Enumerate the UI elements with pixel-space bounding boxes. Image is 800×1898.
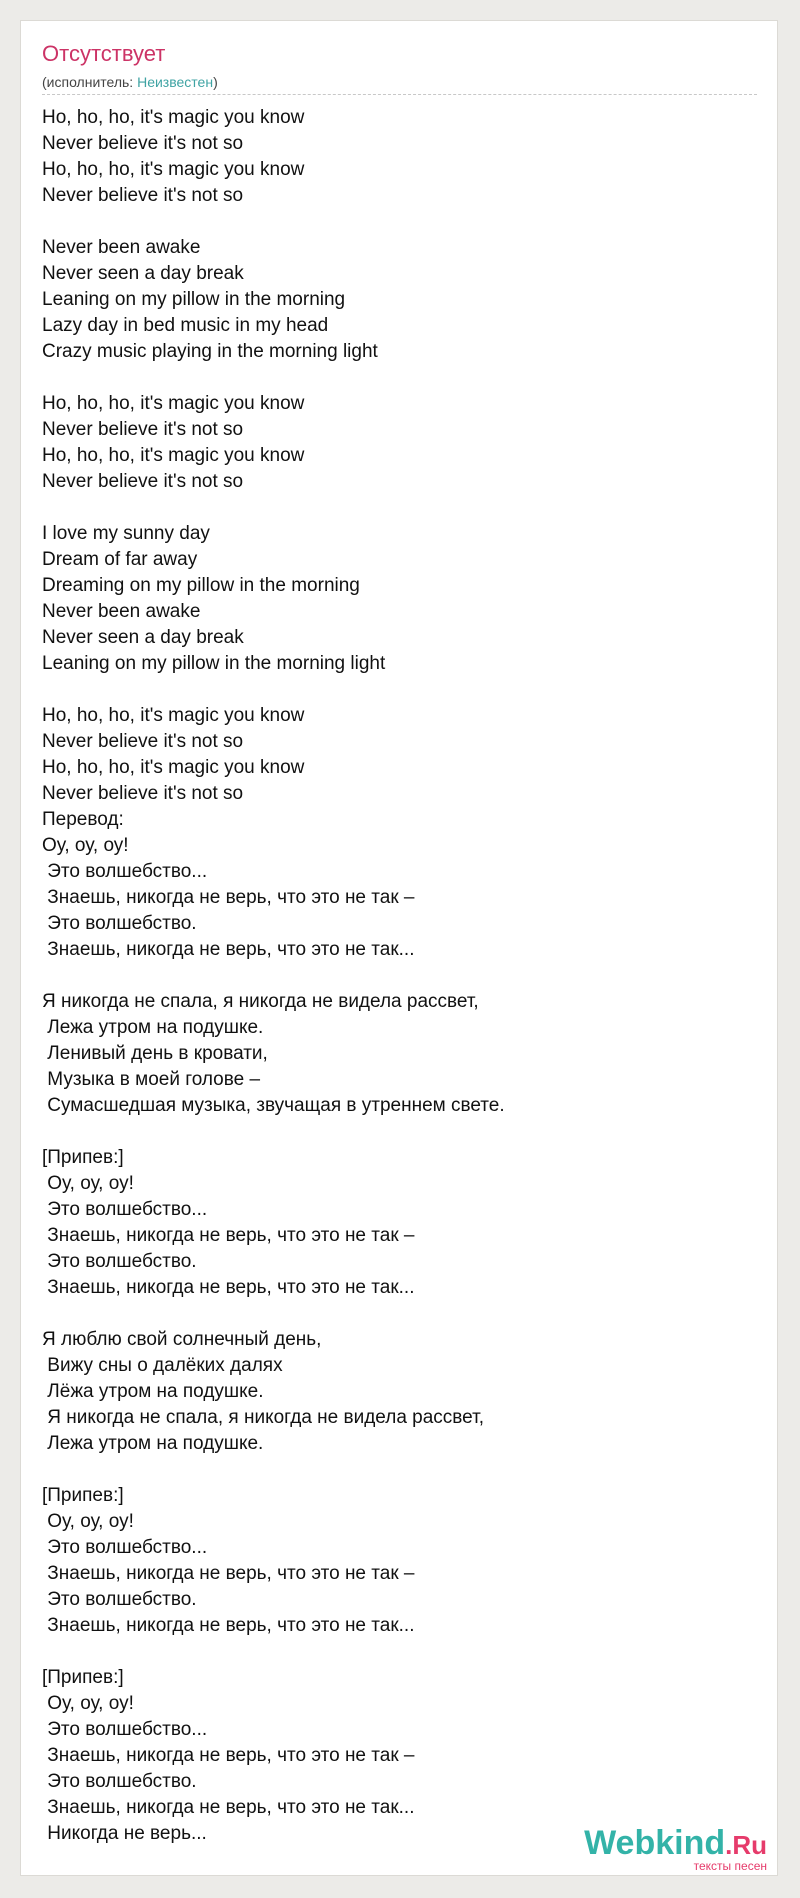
divider: [42, 94, 757, 95]
lyric-line: [42, 209, 742, 235]
lyric-line: Ленивый день в кровати,: [42, 1043, 268, 1064]
lyric-line: Never believe it's not so: [42, 471, 244, 492]
lyric-line: Оу, оу, оу!: [42, 835, 129, 856]
lyric-line: Never believe it's not so: [42, 133, 244, 154]
artist-suffix: ): [213, 74, 218, 90]
lyric-line: [42, 1301, 742, 1327]
lyric-line: Никогда не верь...: [42, 1823, 207, 1844]
lyric-line: Dreaming on my pillow in the morning: [42, 575, 360, 596]
lyrics-card: [20, 20, 778, 1876]
lyric-line: Знаешь, никогда не верь, что это не так –: [42, 1225, 415, 1246]
lyric-line: Never believe it's not so: [42, 731, 244, 752]
lyric-line: Crazy music playing in the morning light: [42, 341, 378, 362]
lyric-line: Знаешь, никогда не верь, что это не так –: [42, 887, 415, 908]
webkind-logo[interactable]: [584, 1824, 767, 1863]
lyric-line: Never believe it's not so: [42, 419, 244, 440]
song-title: Отсутствует: [42, 41, 166, 66]
lyric-line: [42, 365, 742, 391]
lyric-line: Ho, ho, ho, it's magic you know: [42, 757, 305, 778]
lyric-line: Never seen a day break: [42, 627, 244, 648]
lyric-line: Знаешь, никогда не верь, что это не так –: [42, 1745, 415, 1766]
lyric-line: [42, 1639, 742, 1665]
lyric-line: Знаешь, никогда не верь, что это не так –: [42, 1563, 415, 1584]
lyric-line: [42, 1457, 742, 1483]
artist-line: [42, 74, 218, 90]
lyric-line: Знаешь, никогда не верь, что это не так...: [42, 939, 415, 960]
lyric-line: [42, 1119, 742, 1145]
lyric-line: Музыка в моей голове –: [42, 1069, 261, 1090]
lyric-line: Lazy day in bed music in my head: [42, 315, 329, 336]
lyric-line: Dream of far away: [42, 549, 198, 570]
lyric-line: Оу, оу, оу!: [42, 1173, 134, 1194]
lyric-line: Сумасшедшая музыка, звучащая в утреннем свете.: [42, 1095, 505, 1116]
lyric-line: Это волшебство.: [42, 1589, 197, 1610]
lyric-line: Я люблю свой солнечный день,: [42, 1329, 322, 1350]
lyric-line: Знаешь, никогда не верь, что это не так...: [42, 1797, 415, 1818]
lyric-line: Leaning on my pillow in the morning light: [42, 653, 386, 674]
lyric-line: Это волшебство.: [42, 1771, 197, 1792]
lyric-line: Лёжа утром на подушке.: [42, 1381, 264, 1402]
lyric-line: Это волшебство.: [42, 1251, 197, 1272]
lyric-line: Оу, оу, оу!: [42, 1511, 134, 1532]
lyric-line: Знаешь, никогда не верь, что это не так...: [42, 1615, 415, 1636]
lyric-line: Я никогда не спала, я никогда не видела рассвет,: [42, 1407, 484, 1428]
lyric-line: Ho, ho, ho, it's magic you know: [42, 159, 305, 180]
lyric-line: [Припев:]: [42, 1485, 124, 1506]
lyric-line: Лежа утром на подушке.: [42, 1017, 264, 1038]
lyric-line: Never seen a day break: [42, 263, 244, 284]
lyric-line: [42, 963, 742, 989]
lyric-line: Это волшебство...: [42, 1537, 208, 1558]
lyric-line: [Припев:]: [42, 1147, 124, 1168]
lyric-line: [42, 495, 742, 521]
lyric-line: [42, 677, 742, 703]
lyric-line: Это волшебство...: [42, 1199, 208, 1220]
logo-tld: .Ru: [725, 1830, 767, 1860]
logo-main: Webkind: [584, 1824, 726, 1862]
lyric-line: Ho, ho, ho, it's magic you know: [42, 445, 305, 466]
lyric-line: Это волшебство...: [42, 1719, 208, 1740]
lyric-line: Never believe it's not so: [42, 783, 244, 804]
lyric-line: Я никогда не спала, я никогда не видела рассвет,: [42, 991, 479, 1012]
lyric-line: Это волшебство.: [42, 913, 197, 934]
lyric-line: Вижу сны о далёких далях: [42, 1355, 283, 1376]
lyric-line: Перевод:: [42, 809, 124, 830]
artist-link[interactable]: Неизвестен: [137, 74, 214, 90]
lyric-line: Оу, оу, оу!: [42, 1693, 134, 1714]
lyric-line: I love my sunny day: [42, 523, 210, 544]
lyric-line: Leaning on my pillow in the morning: [42, 289, 346, 310]
lyric-line: Ho, ho, ho, it's magic you know: [42, 705, 305, 726]
lyric-line: Это волшебство...: [42, 861, 208, 882]
lyrics-body: [42, 105, 742, 1847]
lyric-line: Ho, ho, ho, it's magic you know: [42, 107, 305, 128]
artist-prefix: (исполнитель:: [42, 74, 138, 90]
logo-tagline: тексты песен: [693, 1859, 767, 1873]
lyric-line: Ho, ho, ho, it's magic you know: [42, 393, 305, 414]
lyric-line: Never believe it's not so: [42, 185, 244, 206]
lyric-line: [Припев:]: [42, 1667, 124, 1688]
lyric-line: Never been awake: [42, 601, 201, 622]
lyric-line: Лежа утром на подушке.: [42, 1433, 264, 1454]
lyric-line: Знаешь, никогда не верь, что это не так...: [42, 1277, 415, 1298]
lyric-line: Never been awake: [42, 237, 201, 258]
